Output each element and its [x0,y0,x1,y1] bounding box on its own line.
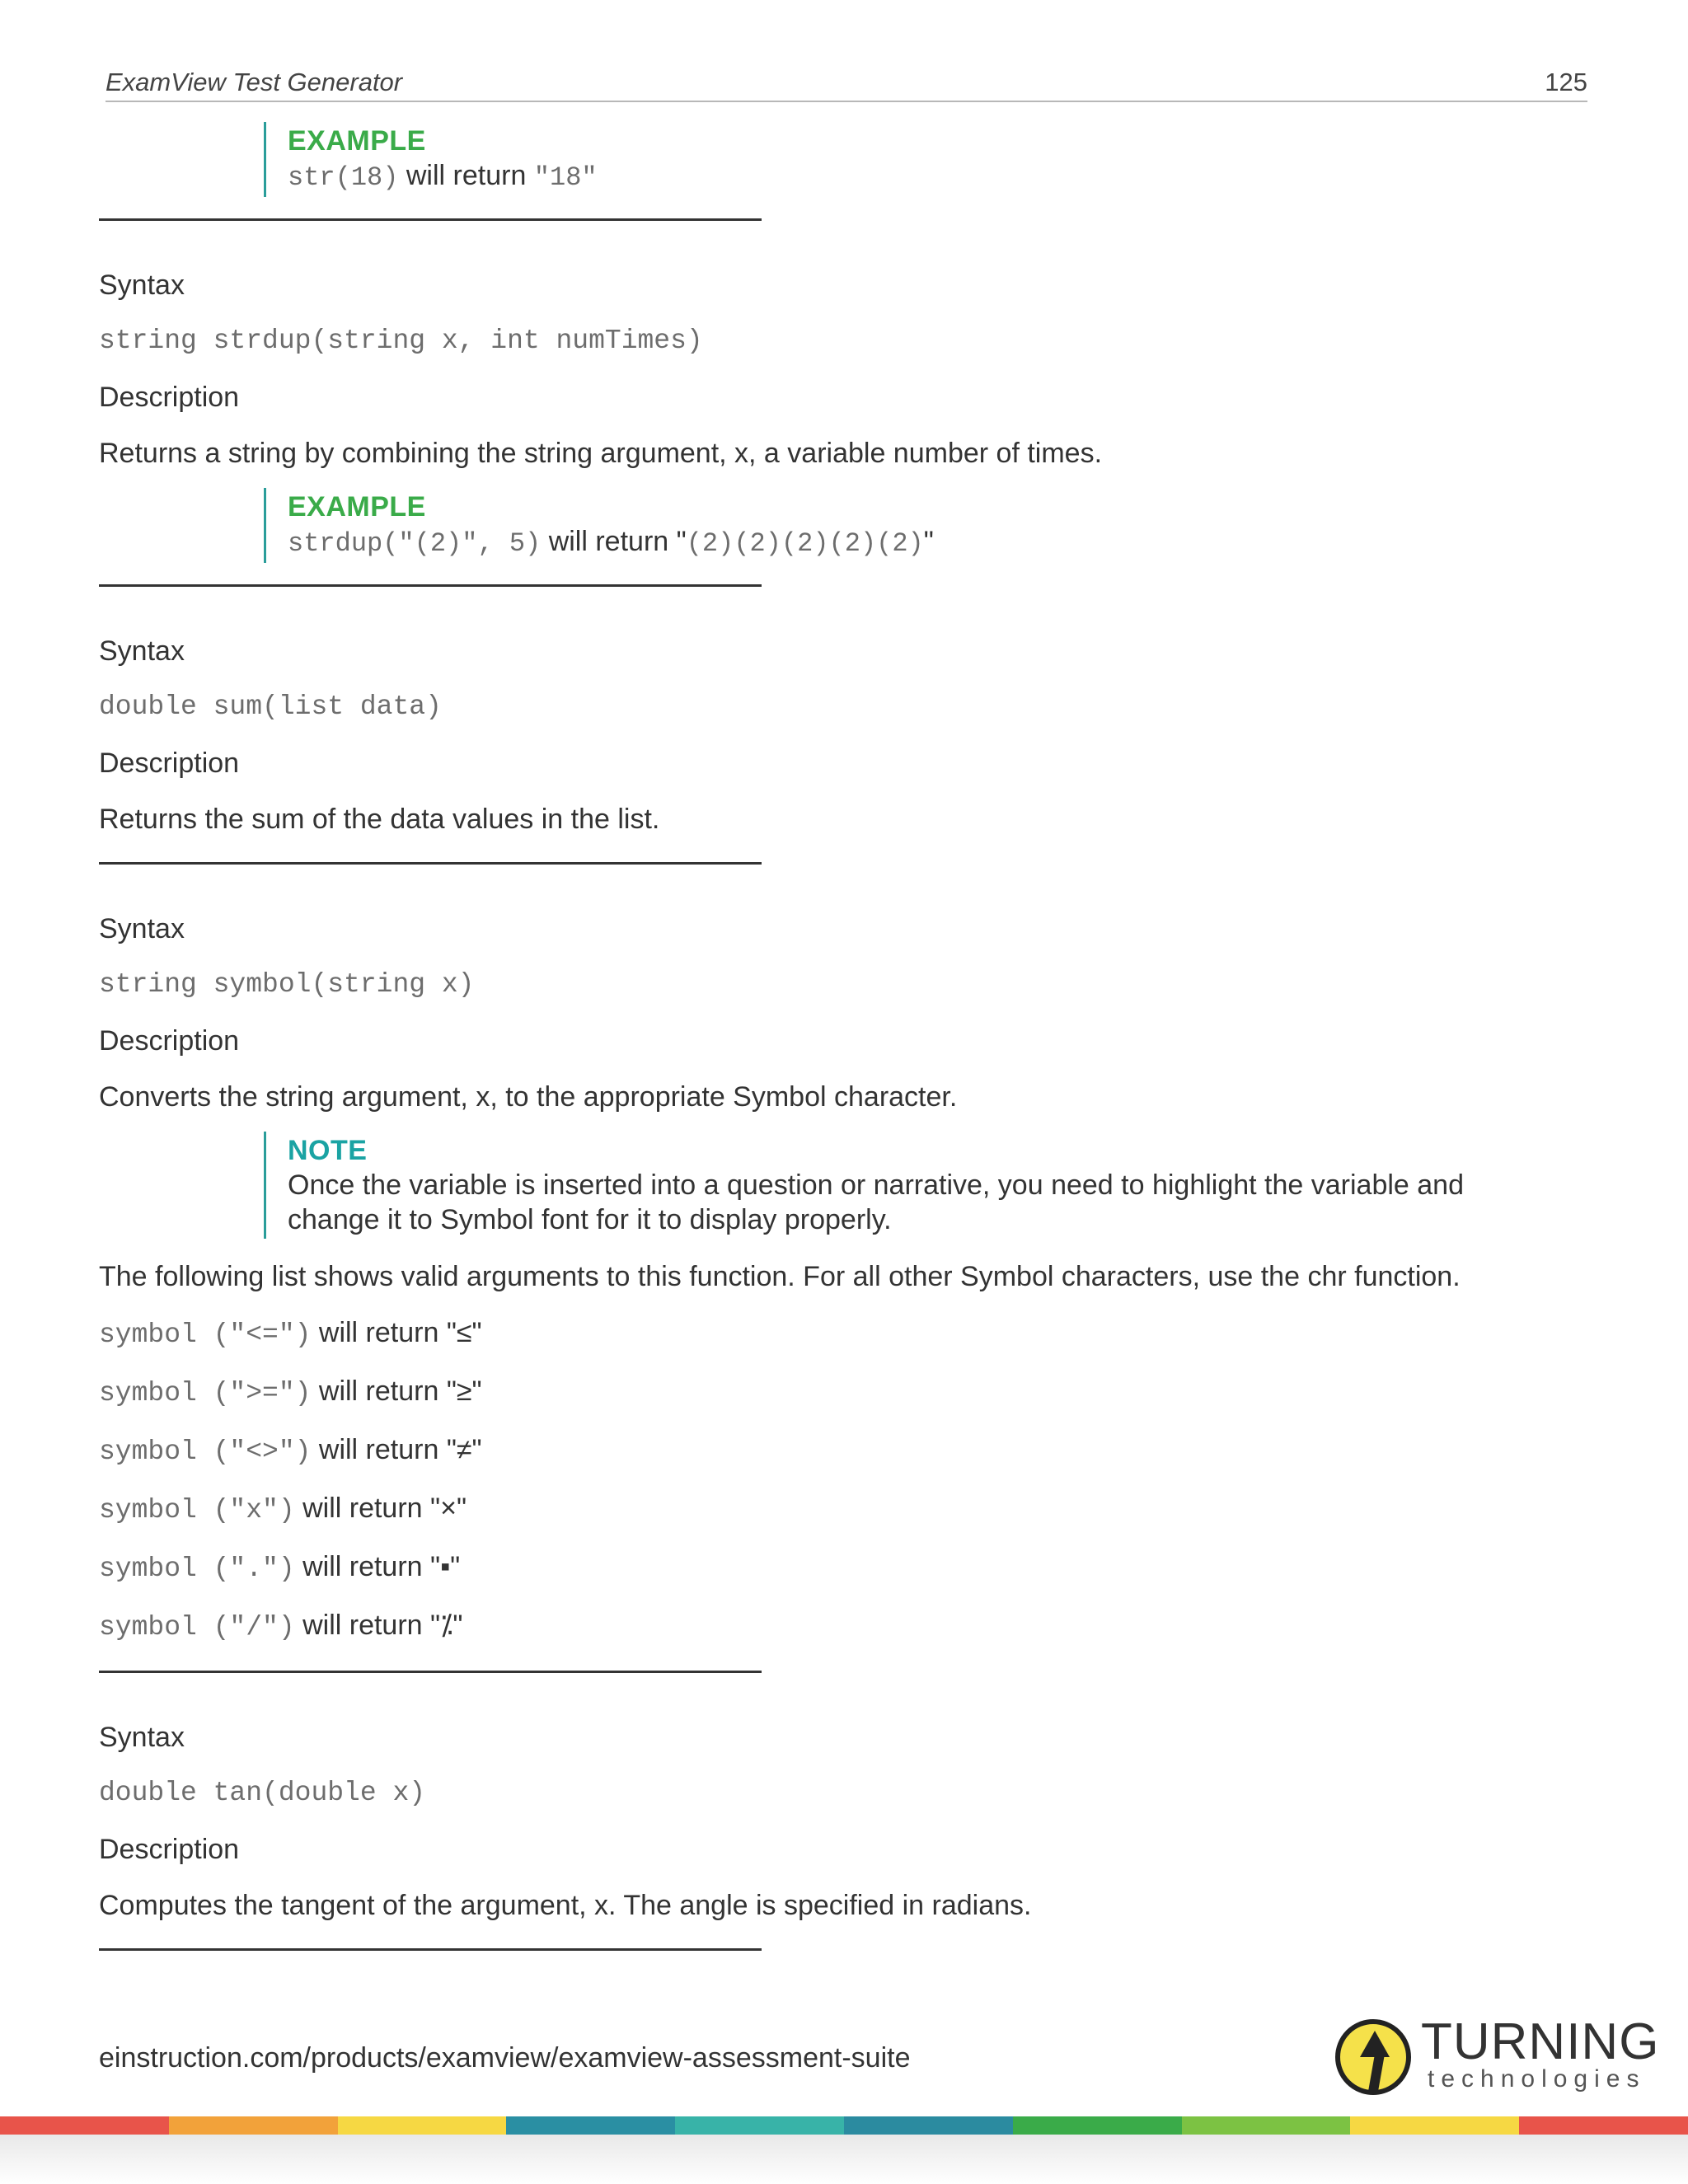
example-body [288,524,1517,561]
symbol-item-text: will return "≠" [311,1434,482,1465]
description-text: Converts the string argument, x, to the appropriate Symbol character. [99,1081,958,1113]
stripe-segment [506,2116,675,2135]
syntax-code: double tan(double x) [99,1778,426,1808]
symbol-item [99,1604,1517,1649]
example-quote-close: " [923,526,934,557]
description-text: Returns a string by combining the string argument, x, a variable number of times. [99,438,1103,469]
description-label: Description [99,748,240,779]
symbol-item [99,1545,1517,1591]
symbol-item [99,1428,1517,1474]
divider [99,1948,762,1951]
symbol-item-text: will return "≤" [311,1317,482,1348]
page-number: 125 [1545,68,1587,96]
stripe-segment [1350,2116,1519,2135]
logo-arrow-icon [1335,2019,1411,2095]
logo-subword: technologies [1428,2065,1646,2093]
example-text: will return [398,160,534,191]
symbol-item [99,1311,1517,1357]
example-title: EXAMPLE [288,491,426,523]
symbol-item-text: will return "⁒" [294,1610,463,1641]
example-body [288,158,1517,195]
arrow-stem [1368,2054,1385,2092]
symbol-item-code: symbol ("x") [99,1495,295,1526]
description-text: Computes the tangent of the argument, x. The angle is specified in radians. [99,1890,1032,1921]
syntax-label: Syntax [99,635,185,667]
symbol-item-code: symbol (".") [99,1554,295,1584]
divider [99,218,762,221]
description-text: Returns the sum of the data values in the list. [99,804,660,835]
logo-word: TURNING [1421,2013,1660,2070]
note-title: NOTE [288,1135,368,1166]
entry-tan [99,1716,1517,1927]
example-callout-strdup [264,488,1517,563]
symbol-item-code: symbol (">=") [99,1378,312,1408]
list-intro: The following list shows valid arguments to this function. For all other Symbol characters, use the chr function. [99,1261,1461,1292]
entry-strdup [99,264,1517,563]
syntax-label: Syntax [99,1722,185,1753]
entry-sum [99,630,1517,841]
symbol-item-text: will return "≥" [311,1376,482,1407]
example-quote-open: " [676,526,687,557]
syntax-label: Syntax [99,269,185,301]
footer-color-stripe [0,2116,1688,2135]
example-callout-str [264,122,1517,197]
note-callout [264,1132,1517,1239]
stripe-segment [675,2116,844,2135]
symbol-item [99,1487,1517,1532]
symbol-item-text: will return "▪" [294,1551,461,1582]
footer-stripe-shadow [0,2135,1688,2184]
example-code: strdup("(2)", 5) [288,528,542,559]
description-label: Description [99,1834,240,1865]
stripe-segment [844,2116,1013,2135]
syntax-label: Syntax [99,913,185,944]
syntax-code: string strdup(string x, int numTimes) [99,326,703,356]
syntax-code: double sum(list data) [99,691,442,722]
example-text: will return [541,526,677,557]
example-title: EXAMPLE [288,125,426,157]
example-code: str(18) [288,162,399,193]
symbol-item-code: symbol ("<=") [99,1319,312,1350]
divider [99,1671,762,1673]
description-label: Description [99,1025,240,1057]
example-result: "18" [533,162,598,193]
description-label: Description [99,382,240,413]
note-text: Once the variable is inserted into a question or narrative, you need to highlight the variable and change it to Symbol font for it to display properly. [288,1169,1465,1235]
symbol-list [99,1311,1517,1649]
symbol-item [99,1370,1517,1415]
divider [99,584,762,587]
page-header [106,64,1587,102]
example-result: (2)(2)(2)(2)(2) [686,528,924,559]
symbol-item-text: will return "×" [294,1493,467,1524]
header-title: ExamView Test Generator [106,68,403,96]
divider [99,862,762,865]
footer-url: einstruction.com/products/examview/examview-assessment-suite [99,2042,911,2074]
stripe-segment [338,2116,507,2135]
stripe-segment [0,2116,169,2135]
symbol-item-code: symbol ("/") [99,1612,295,1643]
stripe-segment [169,2116,338,2135]
document-content [99,122,1517,1994]
stripe-segment [1519,2116,1688,2135]
turning-technologies-logo [1335,2013,1660,2100]
symbol-item-code: symbol ("<>") [99,1436,312,1467]
entry-symbol [99,907,1517,1649]
stripe-segment [1182,2116,1351,2135]
syntax-code: string symbol(string x) [99,969,475,1000]
stripe-segment [1013,2116,1182,2135]
